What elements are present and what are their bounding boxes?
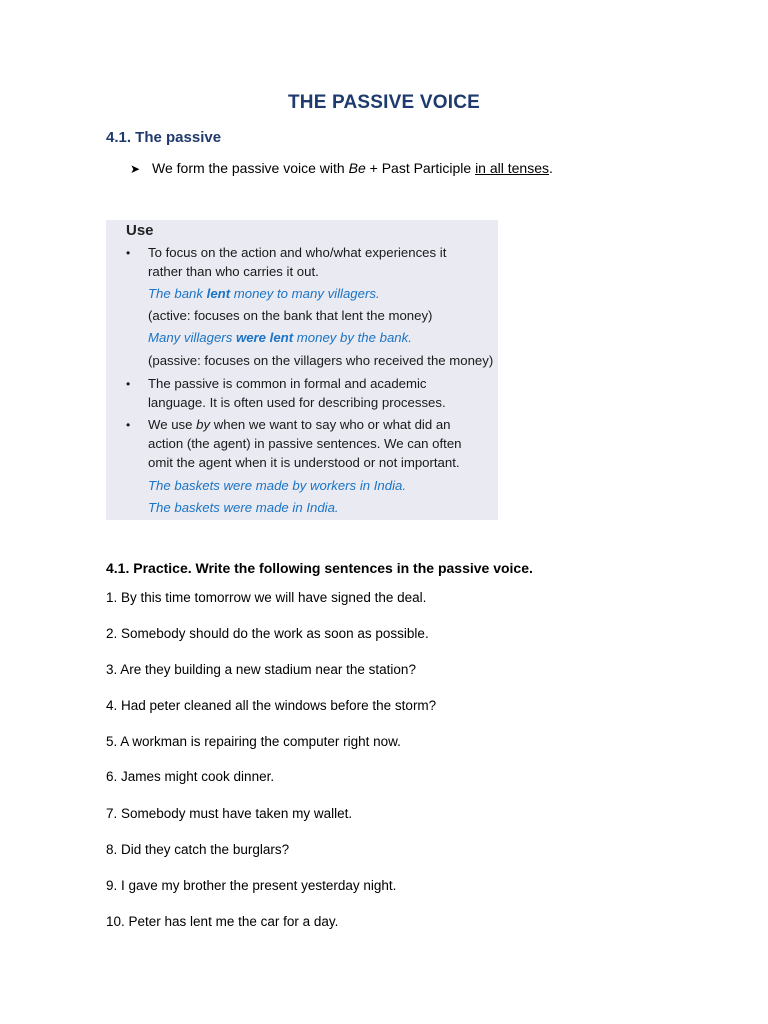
use-point3-line1 [148,415,451,434]
use-point1-line2: rather than who carries it out. [148,264,319,279]
use-example1-pre: The bank [148,286,207,301]
rule-text-middle: + Past Participle [365,160,476,176]
use-bullet-dot: • [126,418,131,432]
rule-text-be: Be [348,160,366,176]
use-point3-italic: by [196,417,211,432]
use-point3-line2: action (the agent) in passive sentences. We can often [148,436,462,451]
use-example2-post: money by the bank. [293,330,412,345]
exercise-item: 7. Somebody must have taken my wallet. [106,806,353,821]
use-example4: The baskets were made in India. [148,500,339,515]
arrow-bullet-icon: ➤ [130,162,141,176]
use-point1-line1: To focus on the action and who/what experiences it [148,245,447,260]
exercise-item: 1. By this time tomorrow we will have signed the deal. [106,590,427,605]
use-example3: The baskets were made by workers in India. [148,478,407,493]
exercise-item: 6. James might cook dinner. [106,769,275,784]
use-point2-line1: The passive is common in formal and academic [148,376,427,391]
exercise-item: 5. A workman is repairing the computer right now. [106,734,401,749]
section-heading: 4.1. The passive [106,129,222,146]
passive-rule-bullet [130,160,553,176]
practice-heading: 4.1. Practice. Write the following sentences in the passive voice. [106,560,533,576]
page-title: THE PASSIVE VOICE [287,92,481,113]
use-bullet-dot: • [126,377,131,391]
exercise-item: 4. Had peter cleaned all the windows before the storm? [106,698,437,713]
exercise-item: 8. Did they catch the burglars? [106,842,290,857]
use-example2-bold: were lent [235,330,294,345]
exercise-item: 10. Peter has lent me the car for a day. [106,914,339,929]
use-point2-line2: language. It is often used for describing processes. [148,395,446,410]
rule-text-underlined: in all tenses [475,160,549,176]
use-point3-line3: omit the agent when it is understood or not important. [148,455,460,470]
exercise-item: 2. Somebody should do the work as soon as possible. [106,626,429,641]
use-example1 [148,284,380,303]
use-example2-pre: Many villagers [148,330,236,345]
rule-text-start: We form the passive voice with [152,160,349,176]
rule-text-end: . [549,160,553,176]
use-note1: (active: focuses on the bank that lent the money) [148,308,433,323]
use-box-title: Use [126,222,154,239]
use-point3-pre: We use [148,417,197,432]
exercise-item: 3. Are they building a new stadium near the station? [106,662,416,677]
use-point3-post: when we want to say who or what did an [210,417,451,432]
use-example2 [148,328,412,347]
use-bullet-dot: • [126,246,131,260]
use-example1-post: money to many villagers. [230,286,380,301]
exercise-item: 9. I gave my brother the present yesterday night. [106,878,397,893]
use-note2: (passive: focuses on the villagers who received the money) [148,353,494,368]
use-example1-bold: lent [206,286,231,301]
use-box [106,220,498,520]
